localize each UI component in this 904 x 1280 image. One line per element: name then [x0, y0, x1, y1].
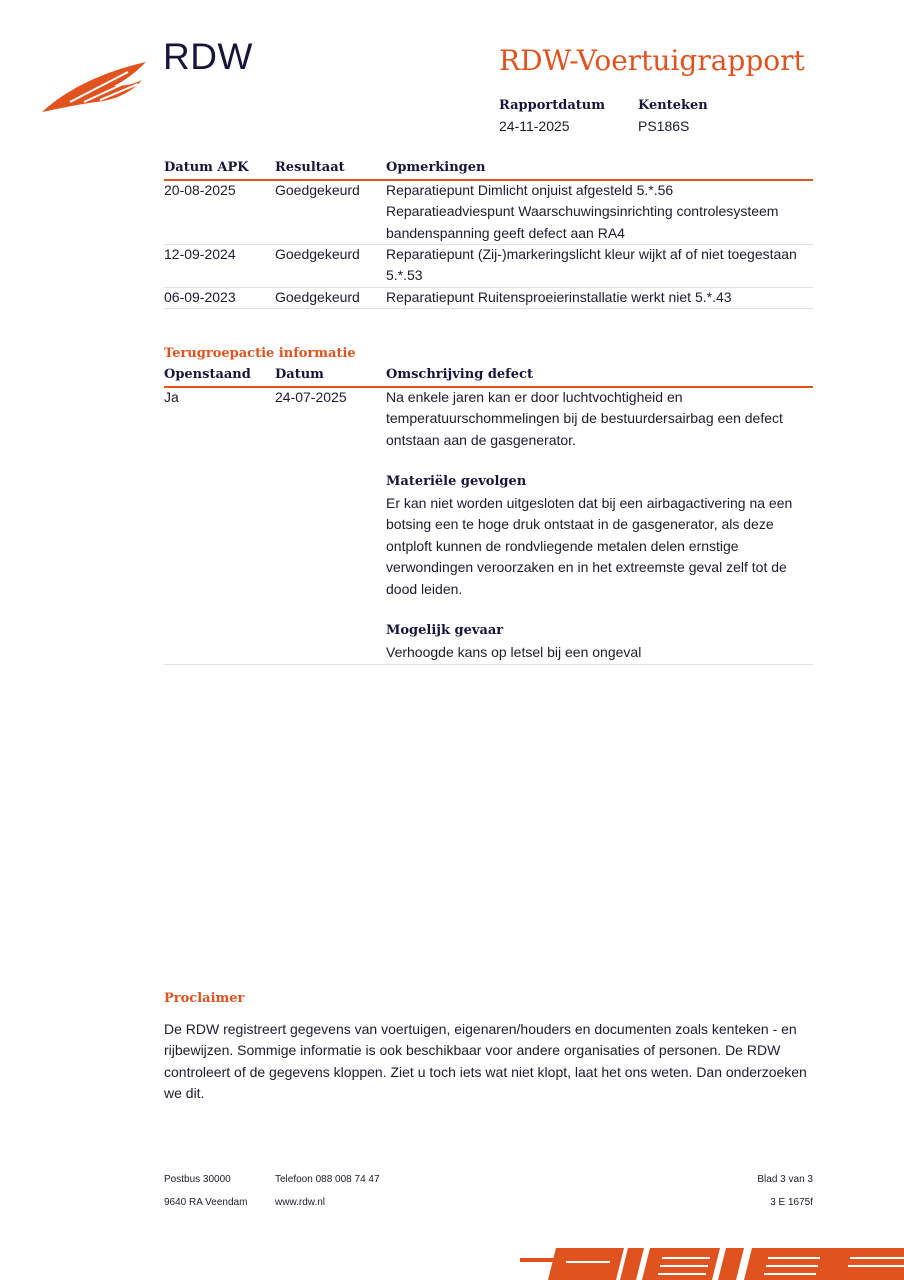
footer-website-link[interactable]: www.rdw.nl	[275, 1197, 326, 1208]
recall-defect-line-2: temperatuurschommelingen bij de bestuurdersairbag een defect	[386, 410, 783, 426]
footer-telefoon: Telefoon 088 008 74 47	[275, 1174, 380, 1185]
gevolgen-line-4: verwondingen veroorzaken en in het extreemste geval zelf tot de	[386, 559, 787, 575]
apk-row-3-resultaat: Goedgekeurd	[275, 289, 360, 305]
gevolgen-line-3: ontploft kunnen de rondvliegende metalen delen ernstige	[386, 538, 739, 554]
apk-header-resultaat: Resultaat	[275, 160, 345, 175]
recall-header-openstaand: Openstaand	[164, 367, 251, 382]
apk-row-2-datum: 12-09-2024	[164, 246, 236, 262]
apk-row-3-opmerking-1: Reparatiepunt Ruitensproeierinstallatie werkt niet 5.*.43	[386, 289, 732, 305]
apk-row-1-opmerking-3: bandenspanning geeft defect aan RA4	[386, 225, 625, 241]
footer-address: 9640 RA Veendam	[164, 1197, 248, 1208]
recall-header-datum: Datum	[275, 367, 324, 382]
footer-document-code: 3 E 1675f	[770, 1197, 813, 1208]
proclaimer-title: Proclaimer	[164, 991, 245, 1006]
page-title: RDW-Voertuigrapport	[499, 44, 805, 77]
apk-header-opmerkingen: Opmerkingen	[386, 160, 486, 175]
recall-defect-line-1: Na enkele jaren kan er door luchtvochtigheid en	[386, 389, 683, 405]
kenteken-label: Kenteken	[638, 98, 708, 113]
recall-header-omschrijving: Omschrijving defect	[386, 367, 533, 382]
apk-row-3-datum: 06-09-2023	[164, 289, 236, 305]
gevaar-title: Mogelijk gevaar	[386, 623, 504, 638]
apk-row-2-opmerking-1: Reparatiepunt (Zij-)markeringslicht kleur wijkt af of niet toegestaan	[386, 246, 797, 262]
rapportdatum-label: Rapportdatum	[499, 98, 605, 113]
footer-page-number: Blad 3 van 3	[757, 1174, 813, 1185]
apk-row-2-resultaat: Goedgekeurd	[275, 246, 360, 262]
footer-postbus: Postbus 30000	[164, 1174, 231, 1185]
rdw-logo-icon	[40, 56, 150, 116]
apk-row-1-datum: 20-08-2025	[164, 182, 236, 198]
proclaimer-line-2: rijbewijzen. Sommige informatie is ook beschikbaar voor andere organisaties of personen. De RDW	[164, 1042, 781, 1058]
apk-row-2-opmerking-2: 5.*.53	[386, 267, 423, 283]
proclaimer-line-4: we dit.	[164, 1085, 205, 1101]
kenteken-value: PS186S	[638, 118, 690, 134]
recall-section-title: Terugroepactie informatie	[164, 346, 356, 361]
recall-openstaand: Ja	[164, 389, 179, 405]
decorative-stripes-icon	[520, 1244, 904, 1280]
proclaimer-line-1: De RDW registreert gegevens van voertuigen, eigenaren/houders en documenten zoals kenteken - en	[164, 1021, 797, 1037]
gevolgen-line-5: dood leiden.	[386, 581, 463, 597]
gevolgen-title: Materiële gevolgen	[386, 474, 527, 489]
proclaimer-line-3: controleert of de gegevens kloppen. Ziet u toch iets wat niet klopt, laat het ons weten. Dan onderzoeken	[164, 1064, 807, 1080]
gevolgen-line-2: botsing een te hoge druk ontstaat in de gasgenerator, als deze	[386, 516, 774, 532]
apk-row-divider	[164, 308, 813, 309]
apk-header-datum: Datum APK	[164, 160, 249, 175]
gevaar-text: Verhoogde kans op letsel bij een ongeval	[386, 644, 642, 660]
apk-row-1-resultaat: Goedgekeurd	[275, 182, 360, 198]
rapportdatum-value: 24-11-2025	[499, 118, 570, 134]
apk-row-1-opmerking-1: Reparatiepunt Dimlicht onjuist afgesteld 5.*.56	[386, 182, 674, 198]
recall-defect-line-3: ontstaan aan de gasgenerator.	[386, 432, 576, 448]
apk-row-1-opmerking-2: Reparatieadviespunt Waarschuwingsinrichting controlesysteem	[386, 203, 779, 219]
gevolgen-line-1: Er kan niet worden uitgesloten dat bij een airbagactivering na een	[386, 495, 793, 511]
recall-row-divider	[164, 664, 813, 665]
logo-text: RDW	[163, 36, 253, 77]
recall-datum: 24-07-2025	[275, 389, 347, 405]
